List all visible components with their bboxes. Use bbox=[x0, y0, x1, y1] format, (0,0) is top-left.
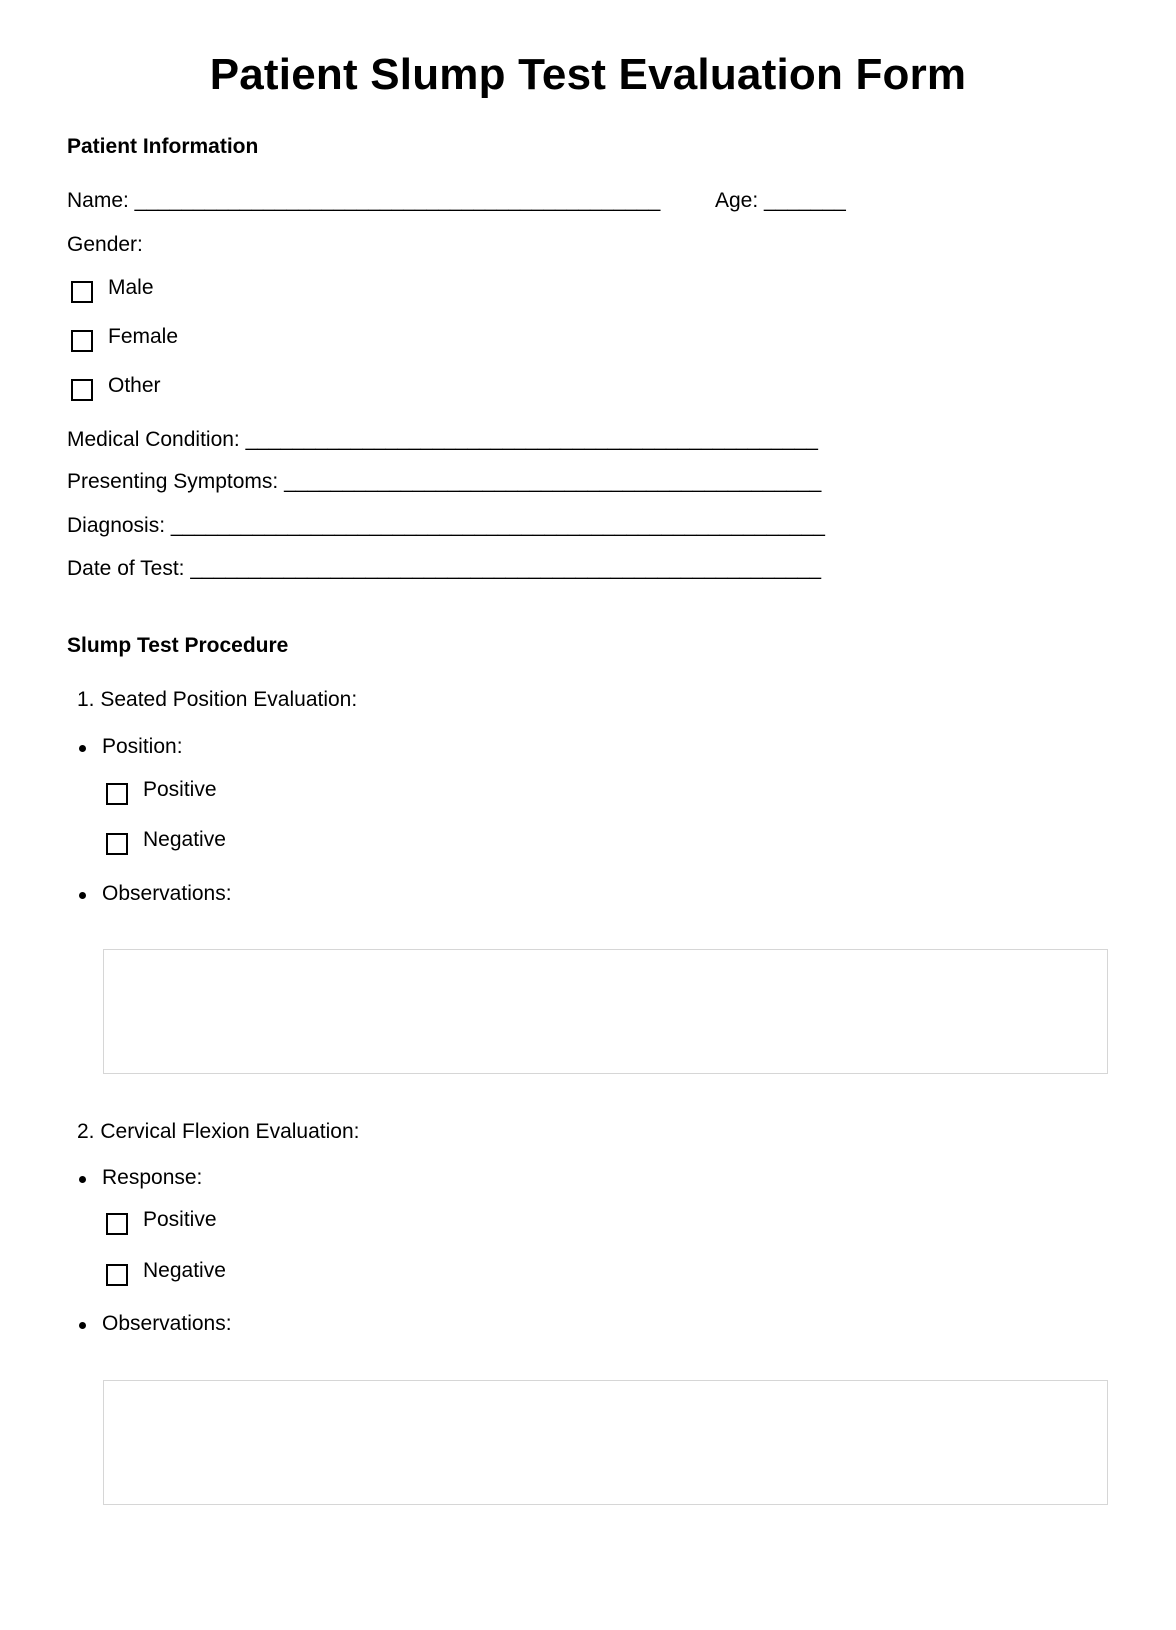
step-1-negative-label: Negative bbox=[143, 828, 226, 851]
gender-label: Gender: bbox=[67, 233, 143, 256]
step-1-observations-textarea[interactable] bbox=[103, 949, 1108, 1074]
gender-male-checkbox[interactable] bbox=[71, 281, 93, 303]
step-2-positive-checkbox[interactable] bbox=[106, 1213, 128, 1235]
step-2-positive-label: Positive bbox=[143, 1208, 217, 1231]
patient-information-heading: Patient Information bbox=[67, 135, 259, 158]
slump-test-procedure-heading: Slump Test Procedure bbox=[67, 634, 289, 657]
gender-female-checkbox[interactable] bbox=[71, 330, 93, 352]
medical-condition-field[interactable]: Medical Condition: _________________________________________________ bbox=[67, 428, 818, 451]
step-2-observations-label: Observations: bbox=[102, 1312, 232, 1335]
bullet-icon bbox=[79, 892, 86, 899]
age-field[interactable]: Age: _______ bbox=[715, 189, 846, 212]
gender-other-label: Other bbox=[108, 374, 161, 397]
gender-female-label: Female bbox=[108, 325, 179, 348]
step-1-title: 1. Seated Position Evaluation: bbox=[77, 688, 358, 711]
step-2-title: 2. Cervical Flexion Evaluation: bbox=[77, 1120, 360, 1143]
step-1-observations-label: Observations: bbox=[102, 882, 232, 905]
step-1-positive-label: Positive bbox=[143, 778, 217, 801]
bullet-icon bbox=[79, 745, 86, 752]
date-of-test-field[interactable]: Date of Test: ______________________________________________________ bbox=[67, 557, 822, 580]
step-1-negative-checkbox[interactable] bbox=[106, 833, 128, 855]
name-field[interactable]: Name: _____________________________________________ bbox=[67, 189, 661, 212]
step-2-negative-label: Negative bbox=[143, 1259, 226, 1282]
step-1-positive-checkbox[interactable] bbox=[106, 783, 128, 805]
step-2-response-label: Response: bbox=[102, 1166, 203, 1189]
step-1-position-label: Position: bbox=[102, 735, 183, 758]
diagnosis-field[interactable]: Diagnosis: ________________________________________________________ bbox=[67, 514, 825, 537]
step-2-negative-checkbox[interactable] bbox=[106, 1264, 128, 1286]
bullet-icon bbox=[79, 1176, 86, 1183]
presenting-symptoms-field[interactable]: Presenting Symptoms: ______________________________________________ bbox=[67, 470, 822, 493]
page-title: Patient Slump Test Evaluation Form bbox=[209, 50, 967, 99]
gender-male-label: Male bbox=[108, 276, 154, 299]
bullet-icon bbox=[79, 1322, 86, 1329]
gender-other-checkbox[interactable] bbox=[71, 379, 93, 401]
step-2-observations-textarea[interactable] bbox=[103, 1380, 1108, 1505]
